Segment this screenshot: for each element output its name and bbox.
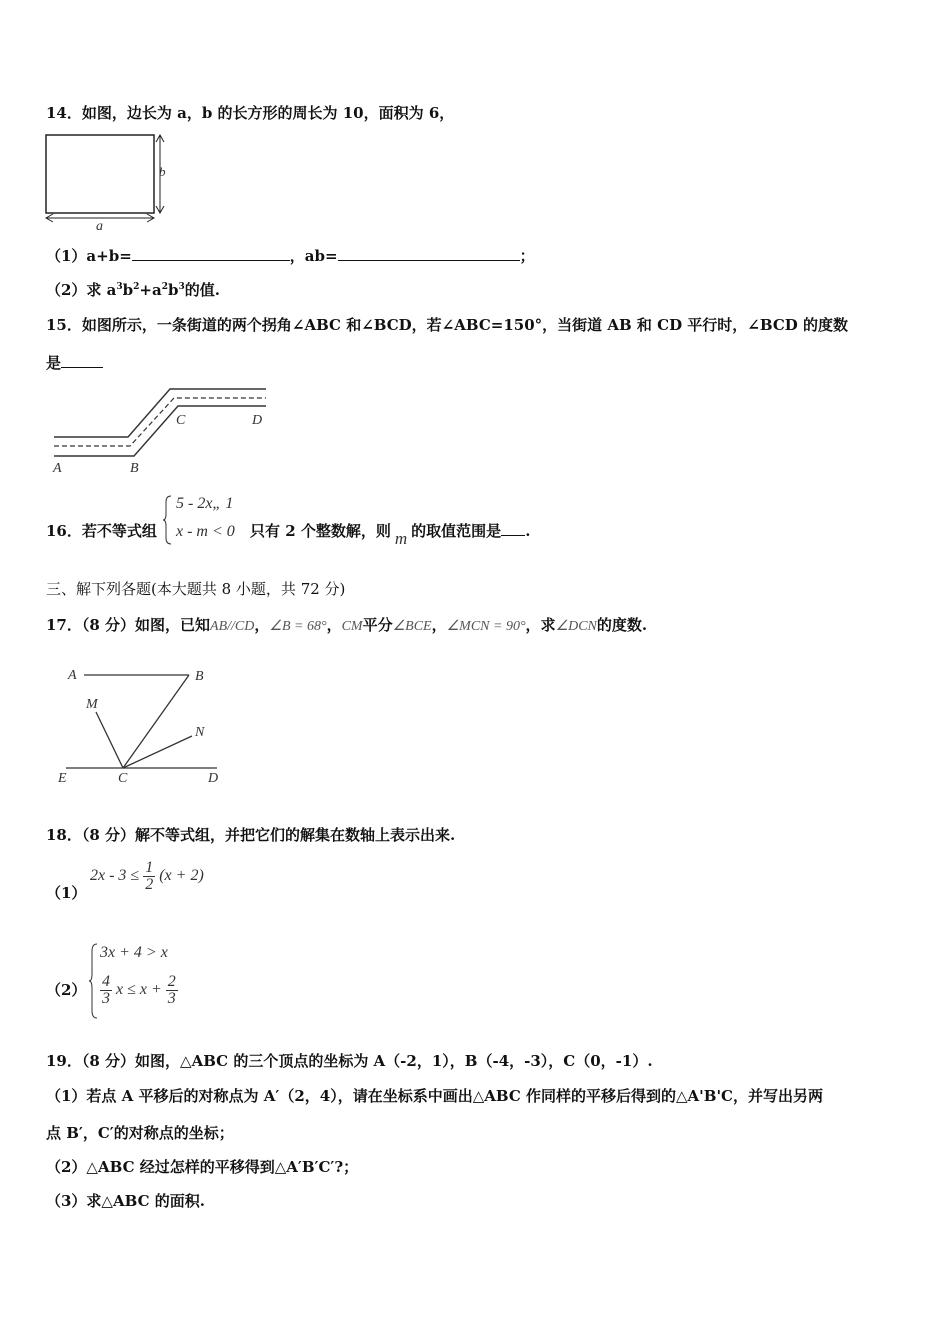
answer-blank-angle (61, 353, 103, 368)
label-B: B (195, 669, 204, 684)
var-m: m (394, 529, 408, 548)
section-3-heading: 三、解下列各题(本大题共 8 小题，共 72 分) (46, 580, 346, 598)
q18-brace (88, 942, 100, 1020)
q19-part3: （3）求△ABC 的面积. (46, 1192, 205, 1210)
label-D: D (208, 771, 219, 786)
label-b: b (159, 164, 166, 179)
answer-blank-sum (132, 246, 290, 261)
q14-part1: （1）a+b= ，ab= ； (46, 247, 535, 265)
q14-rectangle-figure (40, 128, 180, 232)
q17-stem: 17．（8 分）如图，已知AB//CD，∠B = 68°，CM平分∠BCE，∠MCN = 90°，求∠DCN的度数. (46, 616, 648, 634)
q18-part1-expression: 2x - 3 ≤ $\frac{1}{2}$ (x + 2) (90, 859, 204, 893)
q18-part1-label: （1） (46, 884, 87, 902)
q19-part1-cont: 点 B′，C′的对称点的坐标； (46, 1124, 234, 1142)
rectangle (46, 135, 154, 213)
q16-stem-pre: 16．若不等式组 (46, 522, 157, 540)
segment-CM (96, 712, 123, 768)
answer-blank-product (338, 246, 520, 261)
q15-stem-cont: 是 (46, 352, 103, 373)
q18-part2-row1: 3x + 4 > x (100, 944, 168, 961)
segment-CN (123, 736, 192, 768)
segment-CB (123, 675, 189, 768)
label-a: a (96, 219, 103, 234)
q18-part2-label: （2） (46, 981, 87, 999)
label-N: N (195, 725, 205, 740)
label-B: B (130, 461, 139, 476)
q14-stem: 14．如图，边长为 a，b 的长方形的周长为 10，面积为 6， (46, 104, 455, 122)
q16-row1: 5 - 2x„ 1 (176, 495, 234, 512)
answer-blank-range (501, 521, 525, 536)
q18-stem: 18．（8 分）解不等式组，并把它们的解集在数轴上表示出来. (46, 826, 456, 844)
label-C: C (176, 413, 186, 428)
q14-part2: （2）求 $a^3b^2+a^2b^3$的值. (46, 281, 220, 299)
q16-stem-post: 只有 2 个整数解，则 m 的取值范围是 . (250, 522, 531, 548)
street-dashed-center (54, 398, 266, 446)
q16-row2: x - m < 0 (176, 523, 235, 540)
q15-stem: 15．如图所示，一条街道的两个拐角∠ABC 和∠BCD，若∠ABC=150°，当街道 AB 和 CD 平行时，∠BCD 的度数 (46, 316, 848, 334)
q19-part2: （2）△ABC 经过怎样的平移得到△A′B′C′?； (46, 1158, 359, 1176)
q18-part2-row2: $\frac{4}{3}$ x ≤ x + $\frac{2}{3}$ (102, 973, 176, 1007)
label-A: A (68, 668, 77, 683)
q16-brace (162, 494, 174, 546)
q19-part1: （1）若点 A 平移后的对称点为 A′（2，4），请在坐标系中画出△ABC 作同样的平移后得到的△A'B'C，并写出另两 (46, 1087, 823, 1105)
q17-angle-figure (52, 664, 232, 794)
label-A: A (53, 461, 62, 476)
label-E: E (58, 771, 67, 786)
q15-street-figure (50, 382, 280, 478)
label-C: C (118, 771, 128, 786)
q19-stem: 19．（8 分）如图，△ABC 的三个顶点的坐标为 A（-2，1），B（-4，-3），C（0，-1）. (46, 1052, 653, 1070)
label-D: D (252, 413, 263, 428)
label-M: M (86, 697, 98, 712)
